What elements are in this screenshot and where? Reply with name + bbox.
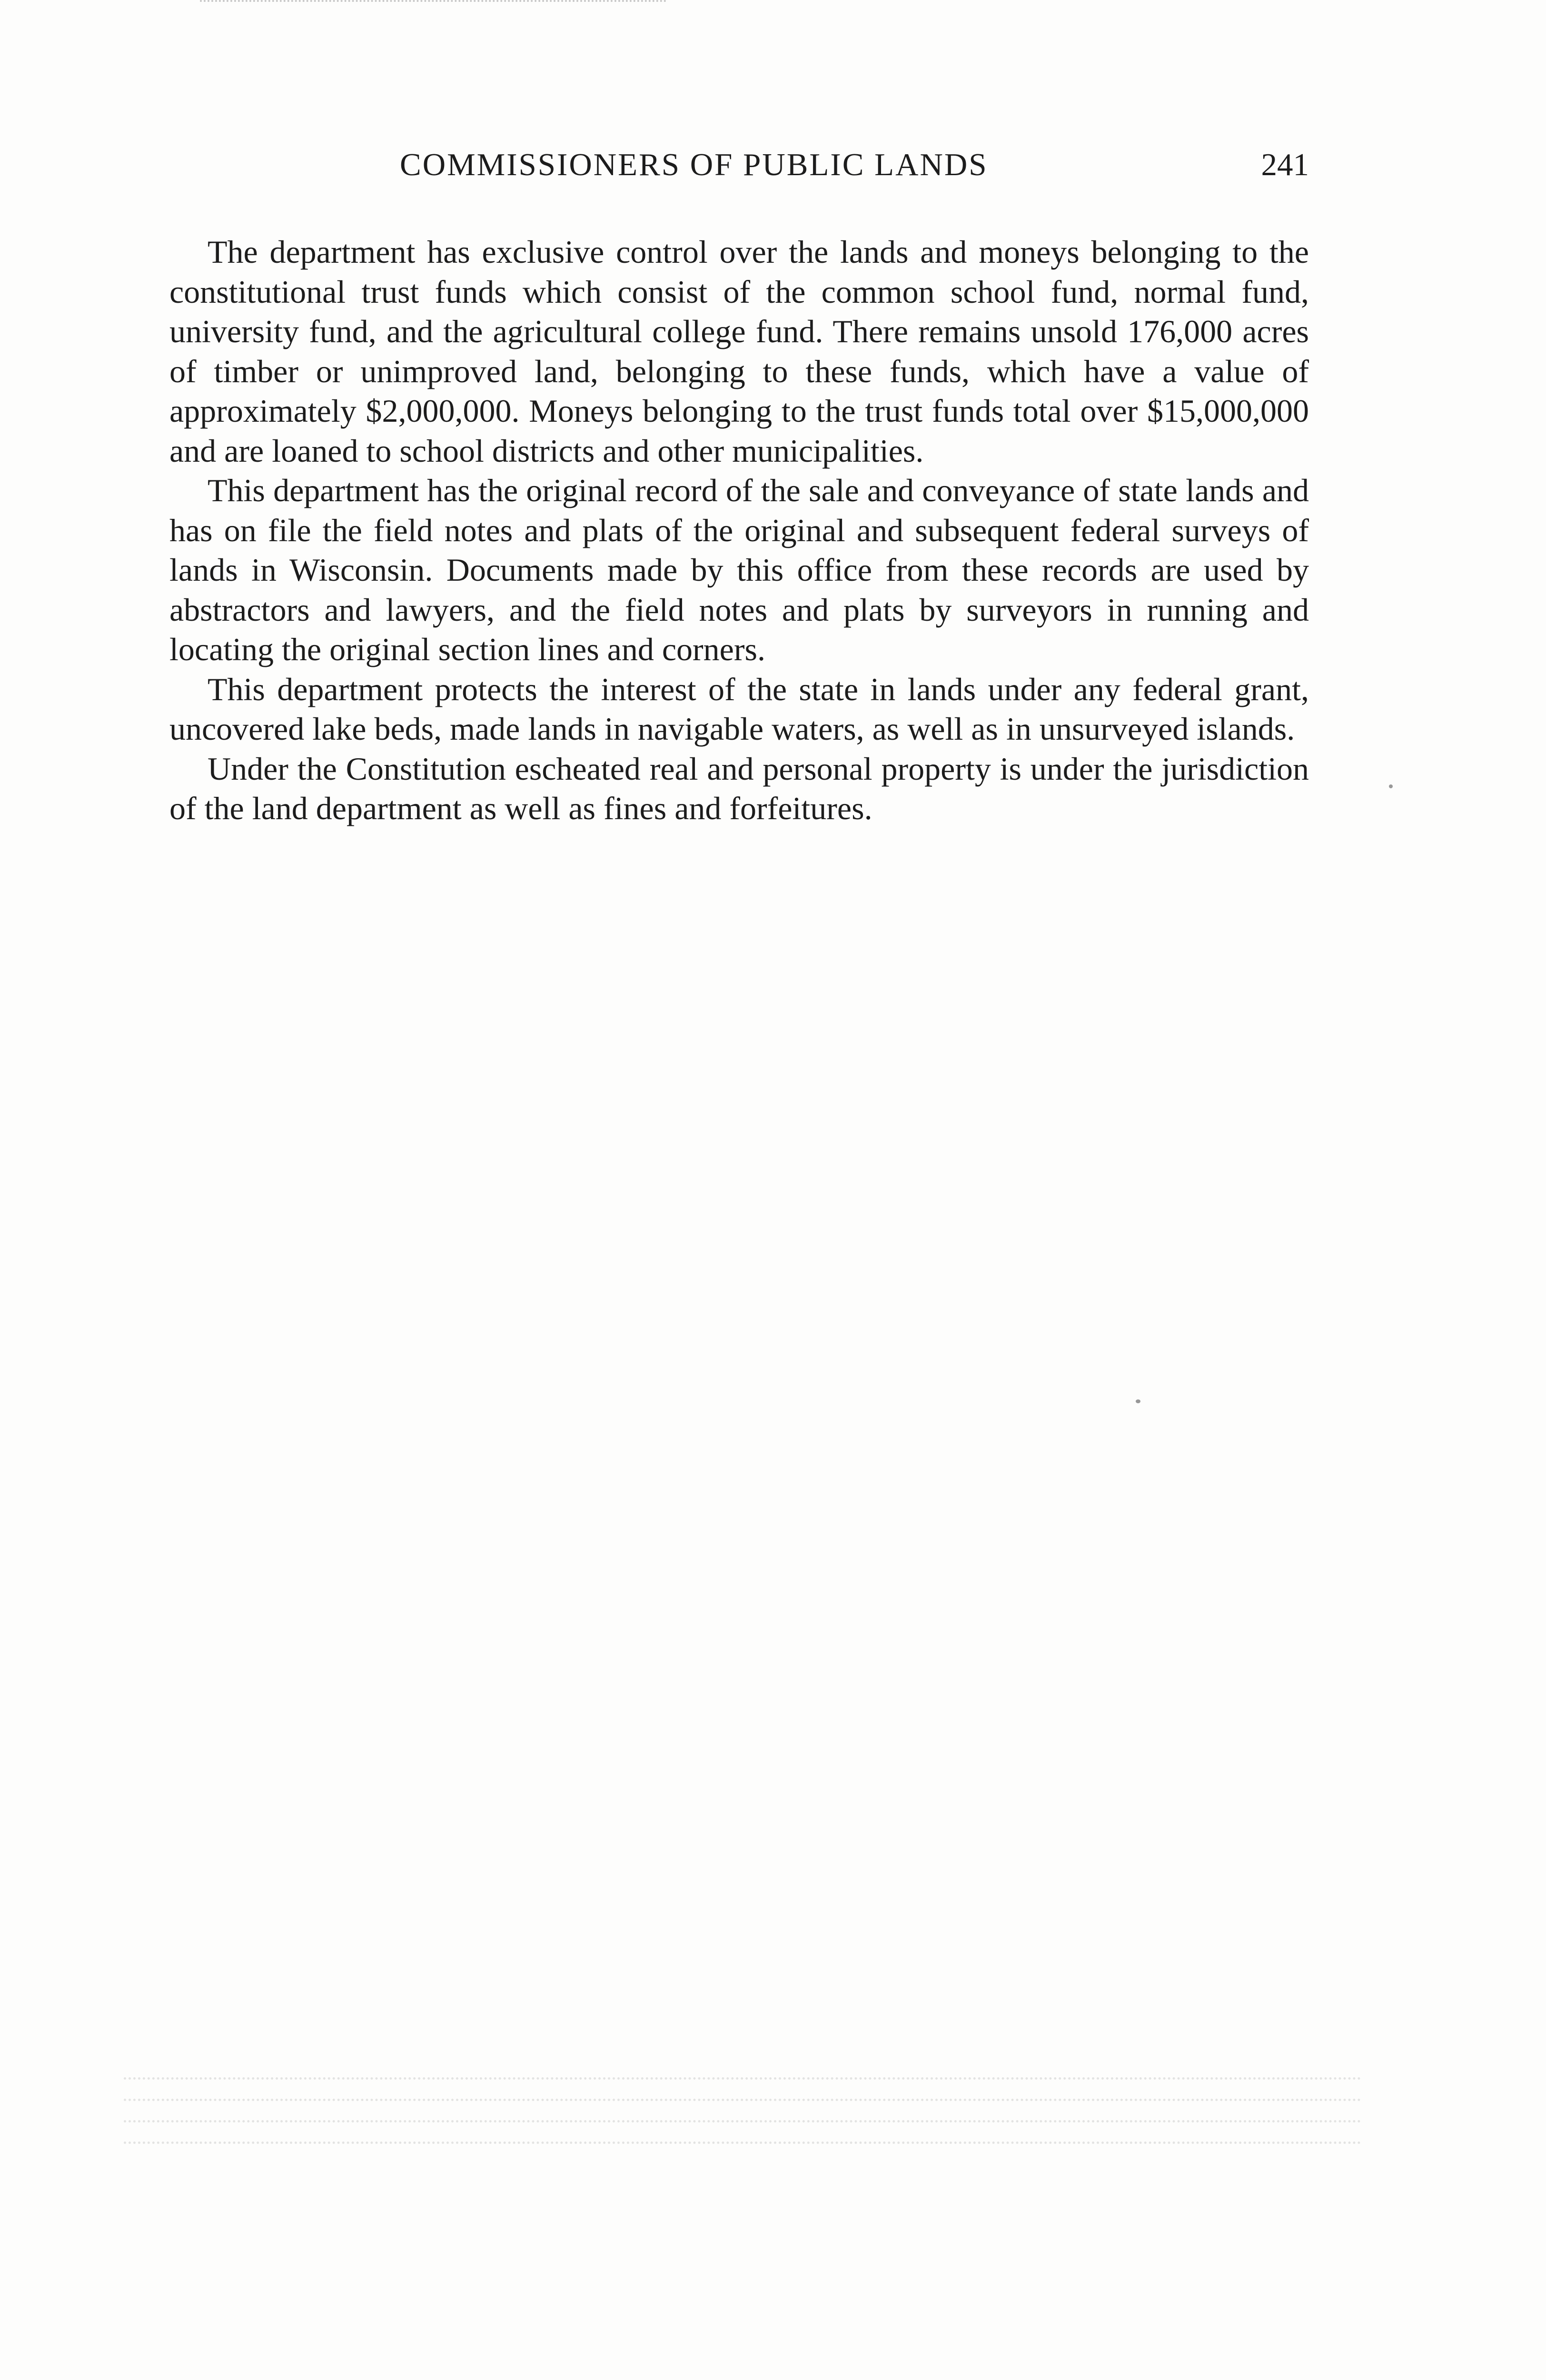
paragraph-trust-funds: The department has exclusive control over the lands and moneys belonging to the constitutional trust funds which consist of the common school fund, normal fund, university fund, and the agricultural college fund. There remains unsold 176,000 acres of timber or unimproved land, belonging to these funds, which have a value of approximately $2,000,000. Moneys belonging to the trust funds total over $15,000,000 and are loaned to school districts and other municipalities.: [169, 234, 1309, 469]
scan-speck: [1389, 784, 1393, 788]
running-head: [169, 143, 1309, 190]
paragraph-records: This department has the original record of the sale and conveyance of state lands and has on file the field notes and plats of the original and subsequent federal surveys of lands in Wisconsin. Documents made by this office from these records are used by abstractors and lawyers, and the field notes and plats by surveyors in running and locating the original section lines and corners.: [169, 472, 1309, 667]
show-through-from-reverse: [124, 2061, 1361, 2204]
paragraph-escheated-property: Under the Constitution escheated real and personal property is under the jurisdiction of the land department as well as fines and forfeitures.: [169, 750, 1309, 826]
scan-speck: [1136, 1399, 1140, 1403]
running-title: COMMISSIONERS OF PUBLIC LANDS: [400, 147, 988, 182]
scan-edge-mark: [200, 0, 666, 6]
paragraph-state-interest: This department protects the interest of the state in lands under any federal grant, uncovered lake beds, made lands in navigable waters, as well as in unsurveyed islands.: [169, 671, 1309, 747]
page-number: 241: [1261, 147, 1309, 182]
body-text: [169, 232, 1309, 829]
